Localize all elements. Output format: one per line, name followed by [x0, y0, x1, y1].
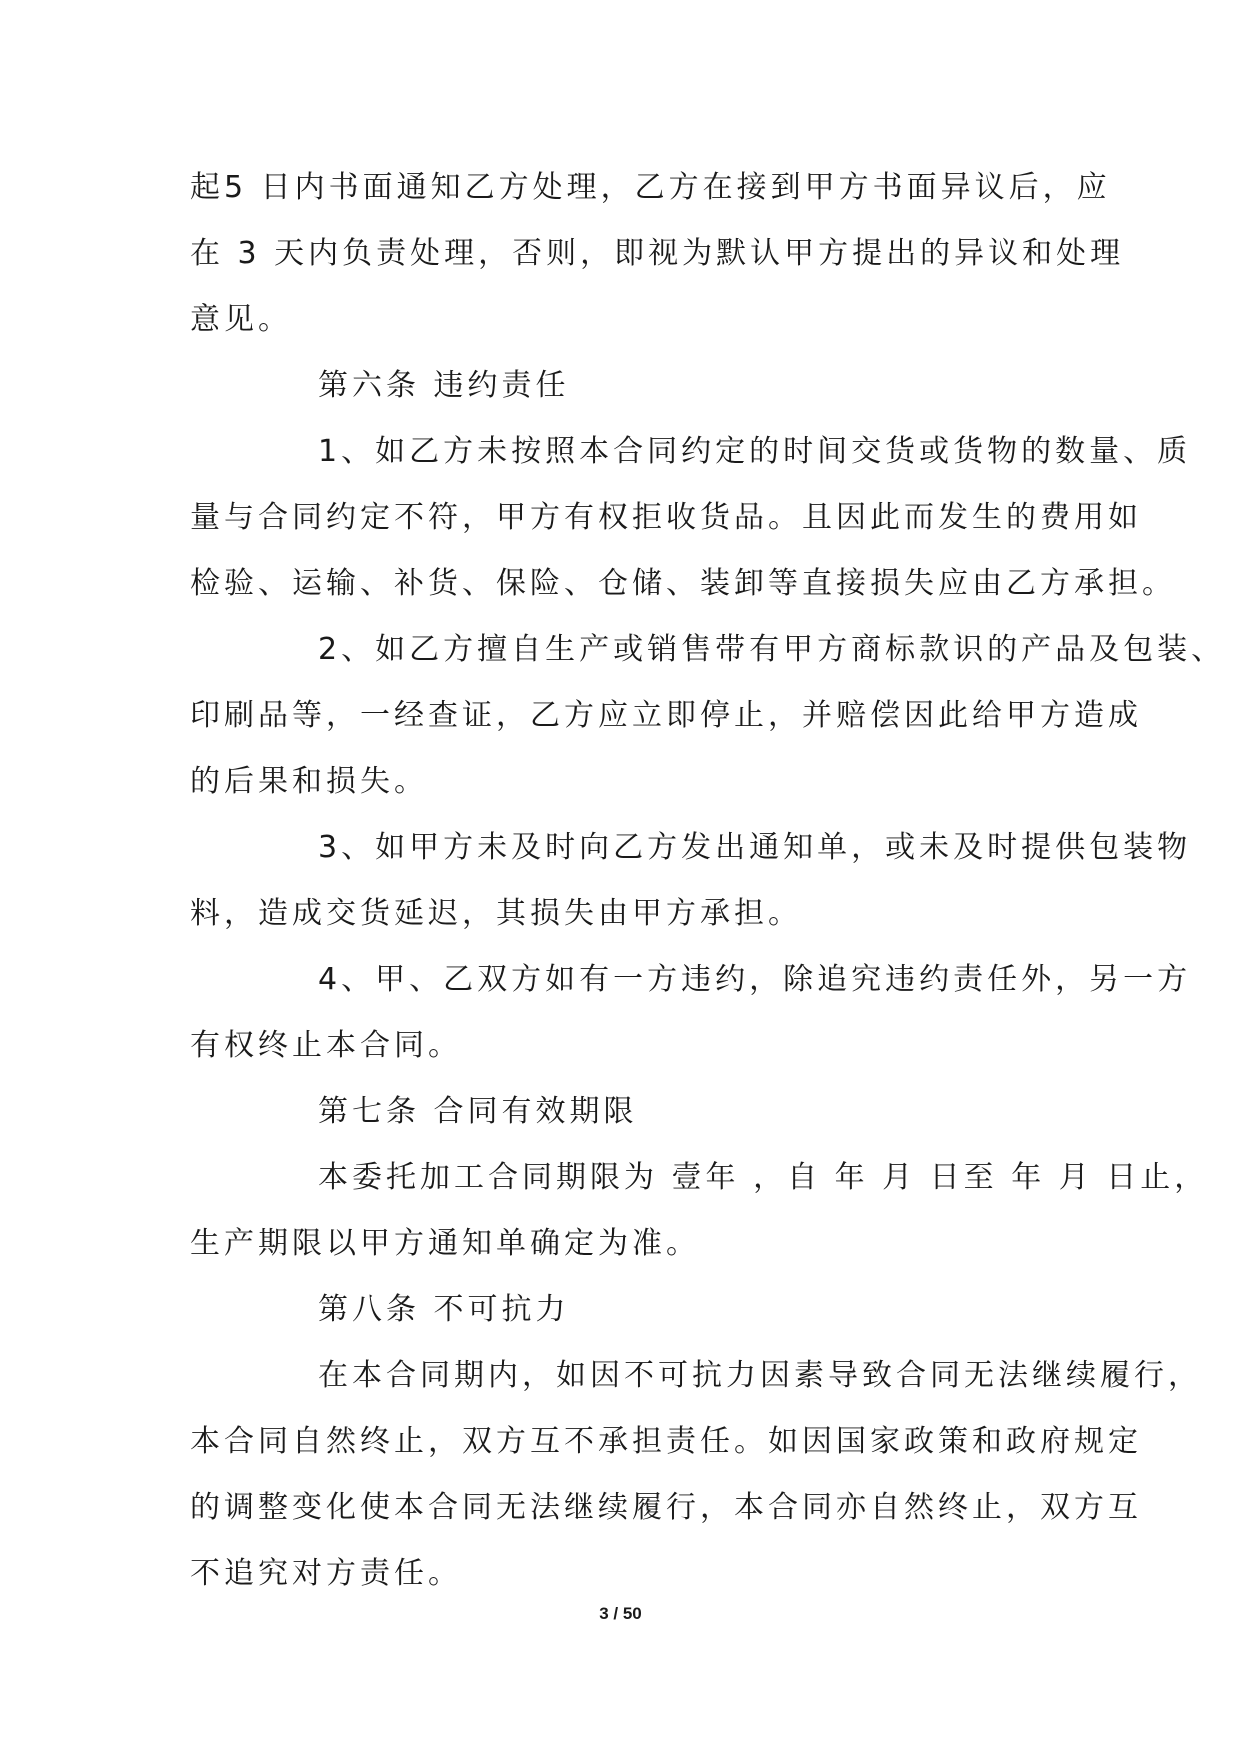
text-line: 有权终止本合同。	[190, 1028, 462, 1063]
section-heading-8: 第八条 不可抗力	[318, 1292, 570, 1327]
text-line: 生产期限以甲方通知单确定为准。	[190, 1226, 700, 1261]
text-line: 本委托加工合同期限为 壹年 ，自 年 月 日至 年 月 日止，	[318, 1160, 1209, 1195]
text-line: 1、如乙方未按照本合同约定的时间交货或货物的数量、质	[318, 434, 1192, 469]
section-heading-6: 第六条 违约责任	[318, 368, 570, 403]
text-line: 料，造成交货延迟，其损失由甲方承担。	[190, 896, 802, 931]
text-line: 印刷品等，一经查证，乙方应立即停止，并赔偿因此给甲方造成	[190, 698, 1142, 733]
text-line: 量与合同约定不符，甲方有权拒收货品。且因此而发生的费用如	[190, 500, 1142, 535]
document-body	[190, 155, 1226, 1607]
text-line: 意见。	[190, 302, 292, 337]
text-line: 的后果和损失。	[190, 764, 428, 799]
text-line: 起5 日内书面通知乙方处理，乙方在接到甲方书面异议后，应	[190, 170, 1111, 205]
text-line: 不追究对方责任。	[190, 1556, 462, 1591]
text-line: 在 3 天内负责处理，否则，即视为默认甲方提出的异议和处理	[190, 236, 1125, 271]
text-line: 本合同自然终止，双方互不承担责任。如因国家政策和政府规定	[190, 1424, 1142, 1459]
page-number: 3 / 50	[599, 1604, 642, 1623]
section-heading-7: 第七条 合同有效期限	[318, 1094, 638, 1129]
text-line: 2、如乙方擅自生产或销售带有甲方商标款识的产品及包装、	[318, 632, 1226, 667]
text-line: 的调整变化使本合同无法继续履行，本合同亦自然终止，双方互	[190, 1490, 1142, 1525]
text-line: 3、如甲方未及时向乙方发出通知单，或未及时提供包装物	[318, 830, 1192, 865]
text-line: 4、甲、乙双方如有一方违约，除追究违约责任外，另一方	[318, 962, 1192, 997]
text-line: 检验、运输、补货、保险、仓储、装卸等直接损失应由乙方承担。	[190, 566, 1176, 601]
text-line: 在本合同期内，如因不可抗力因素导致合同无法继续履行，	[318, 1358, 1202, 1393]
